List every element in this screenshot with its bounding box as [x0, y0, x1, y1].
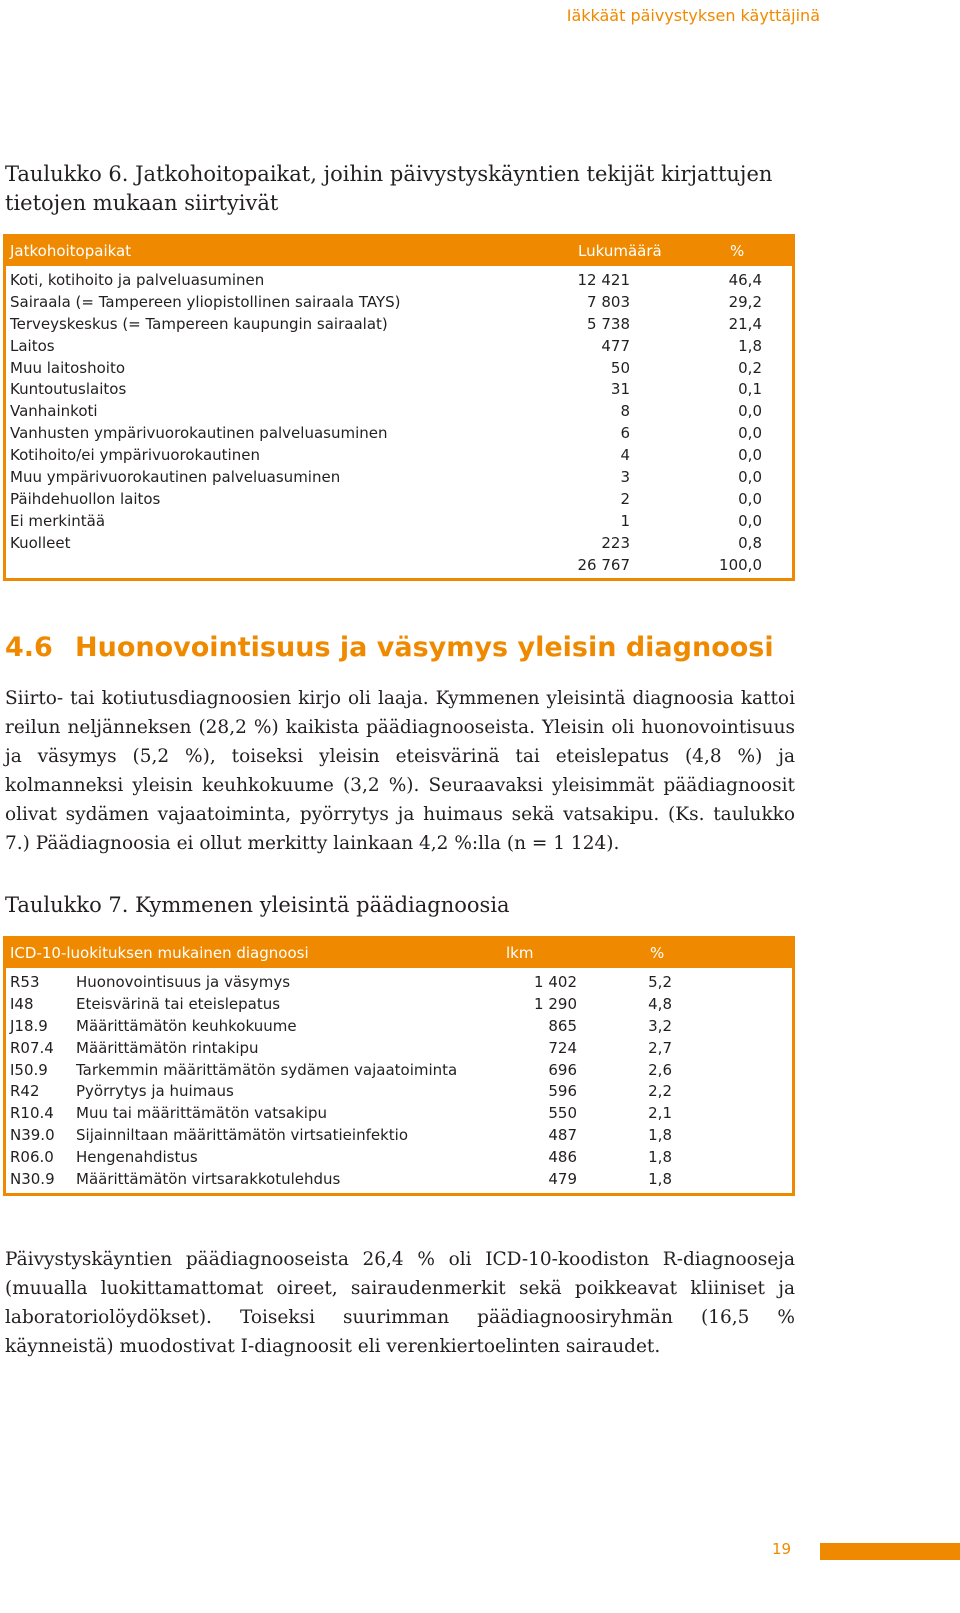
table6-pct: 100,0	[719, 555, 762, 574]
table7-count: 487	[548, 1126, 577, 1145]
table7-row	[6, 1016, 792, 1038]
table6-pct: 29,2	[728, 292, 762, 311]
table7-count: 550	[548, 1104, 577, 1123]
table6-count: 12 421	[577, 271, 630, 289]
table6-row	[6, 467, 792, 489]
table6-col-count: Lukumäärä	[578, 242, 662, 260]
table6-place: Vanhusten ympärivuorokautinen palveluasuminen	[10, 424, 388, 443]
running-header: Iäkkäät päivystyksen käyttäjinä	[566, 6, 820, 25]
table7-col-diagnosis: ICD-10-luokituksen mukainen diagnoosi	[10, 944, 309, 962]
table7-row	[6, 1060, 792, 1082]
table6-row	[6, 533, 792, 555]
table6-row	[6, 314, 792, 336]
table6-pct: 0,0	[738, 402, 762, 421]
table7-count: 696	[548, 1060, 577, 1079]
table6-place: Sairaala (= Tampereen yliopistollinen sairaala TAYS)	[10, 292, 401, 311]
table7-row	[6, 1147, 792, 1169]
table6-pct: 21,4	[728, 314, 762, 333]
table7-code: R07.4	[10, 1038, 54, 1057]
section-paragraph: Siirto- tai kotiutusdiagnoosien kirjo oli laaja. Kymmenen yleisintä diagnoosia kattoi reilun neljänneksen (28,2 %) kaikista päädiagnooseista. Yleisin oli huonovointisuus ja väsymys (5,2 %), toiseksi yleisin eteisvärinä tai eteislepatus (4,8 %) ja kolmanneksi yleisin keuhkokuume (3,2 %). Seuraavaksi yleisimmät päädiagnoosit olivat sydämen vajaatoiminta, pyörrytys ja huimaus sekä vatsakipu. (Ks. taulukko 7.) Päädiagnoosia ei ollut merkitty lainkaan 4,2 %:lla (n = 1 124).	[5, 688, 795, 854]
table7-code: R06.0	[10, 1148, 54, 1167]
table6-pct: 0,0	[738, 511, 762, 530]
table6-row	[6, 423, 792, 445]
table7-row	[6, 1169, 792, 1191]
table7-code: R10.4	[10, 1104, 54, 1123]
table7-name: Tarkemmin määrittämätön sydämen vajaatoiminta	[76, 1060, 458, 1079]
table6-row	[6, 401, 792, 423]
table6-count: 223	[601, 533, 630, 552]
table6-count: 477	[601, 336, 630, 355]
table7-name: Muu tai määrittämätön vatsakipu	[76, 1104, 327, 1123]
table7-code: R42	[10, 1082, 40, 1101]
table6-body	[6, 266, 792, 578]
table6-place: Muu laitoshoito	[10, 358, 126, 377]
table7-header	[6, 939, 792, 968]
table6-count: 8	[620, 402, 630, 421]
table7-row	[6, 1038, 792, 1060]
table6-pct: 0,0	[738, 468, 762, 487]
table7-count: 1 290	[534, 994, 577, 1013]
table6-row	[6, 511, 792, 533]
table7-row	[6, 1125, 792, 1147]
table7-pct: 2,2	[648, 1082, 672, 1101]
table6-count: 50	[610, 358, 630, 377]
table7-col-pct: %	[650, 944, 665, 962]
table7-body	[6, 968, 792, 1193]
table6-place: Vanhainkoti	[10, 402, 98, 421]
table7-col-count: lkm	[506, 944, 534, 962]
table7-row	[6, 1081, 792, 1103]
table6-pct: 0,0	[738, 446, 762, 465]
table7-pct: 1,8	[648, 1148, 672, 1167]
table6-pct: 0,2	[738, 358, 762, 377]
table6-row	[6, 489, 792, 511]
table7-count: 724	[548, 1038, 577, 1057]
table7-name: Määrittämätön keuhkokuume	[76, 1016, 297, 1035]
table6-place: Päihdehuollon laitos	[10, 489, 161, 508]
table7-pct: 1,8	[648, 1126, 672, 1145]
table7-pct: 4,8	[648, 994, 672, 1013]
table7-row	[6, 972, 792, 994]
table6-count: 4	[620, 446, 630, 465]
table7-code: N39.0	[10, 1126, 55, 1145]
table7-count: 865	[548, 1016, 577, 1035]
table7-caption: Taulukko 7. Kymmenen yleisintä päädiagnoosia	[5, 893, 510, 917]
table6-count: 5 738	[587, 314, 630, 333]
table7	[3, 936, 795, 1196]
table6-pct: 46,4	[728, 271, 762, 289]
closing-paragraph: Päivystyskäyntien päädiagnooseista 26,4 % oli ICD-10-koodiston R-diagnooseja (muualla luokittamattomat oireet, sairaudenmerkit sekä poikkeavat kliiniset ja laboratoriolöydökset). Toiseksi suurimman päädiagnoosiryhmän (16,5 % käynneistä) muodostivat I-diagnoosit eli verenkiertoelinten sairaudet.	[5, 1249, 795, 1357]
page-number: 19	[772, 1540, 792, 1558]
table6-place: Kuolleet	[10, 533, 71, 552]
section-number: 4.6	[5, 632, 53, 663]
table6-count: 7 803	[587, 292, 630, 311]
table7-code: I48	[10, 994, 34, 1013]
table6-row	[6, 555, 792, 577]
table7-pct: 2,1	[648, 1104, 672, 1123]
table6-count: 3	[620, 468, 630, 487]
table7-pct: 3,2	[648, 1016, 672, 1035]
table6-row	[6, 379, 792, 401]
table7-code: N30.9	[10, 1170, 55, 1189]
table6-header	[6, 237, 792, 266]
table6-pct: 1,8	[738, 336, 762, 355]
table7-pct: 5,2	[648, 973, 672, 991]
table6-row	[6, 358, 792, 380]
table7-name: Määrittämätön virtsarakkotulehdus	[76, 1170, 341, 1189]
table6-pct: 0,0	[738, 424, 762, 443]
table7-code: I50.9	[10, 1060, 48, 1079]
table7-pct: 2,6	[648, 1060, 672, 1079]
table6-col-place: Jatkohoitopaikat	[10, 242, 132, 260]
table7-name: Hengenahdistus	[76, 1148, 198, 1167]
table7-name: Pyörrytys ja huimaus	[76, 1082, 234, 1101]
table6-place: Ei merkintää	[10, 511, 106, 530]
table6-place: Koti, kotihoito ja palveluasuminen	[10, 271, 265, 289]
table6-row	[6, 445, 792, 467]
table7-count: 596	[548, 1082, 577, 1101]
table6-place: Kotihoito/ei ympärivuorokautinen	[10, 446, 260, 465]
table7-row	[6, 1103, 792, 1125]
table6-place: Terveyskeskus (= Tampereen kaupungin sairaalat)	[10, 314, 388, 333]
table6-count: 26 767	[577, 555, 630, 574]
table6-place: Kuntoutuslaitos	[10, 380, 127, 399]
table7-row	[6, 994, 792, 1016]
table7-pct: 2,7	[648, 1038, 672, 1057]
table6-pct: 0,1	[738, 380, 762, 399]
table7-count: 486	[548, 1148, 577, 1167]
table6-count: 1	[620, 511, 630, 530]
page-accent-bar	[820, 1543, 960, 1560]
table6-pct: 0,8	[738, 533, 762, 552]
table6-count: 31	[610, 380, 630, 399]
table6-row	[6, 336, 792, 358]
section-heading	[5, 632, 774, 663]
table6-place: Muu ympärivuorokautinen palveluasuminen	[10, 468, 341, 487]
table7-code: R53	[10, 973, 40, 991]
table6-col-pct: %	[730, 242, 745, 260]
table6-row	[6, 270, 792, 292]
table7-count: 1 402	[534, 973, 577, 991]
table7-name: Eteisvärinä tai eteislepatus	[76, 994, 281, 1013]
table7-count: 479	[548, 1170, 577, 1189]
table6	[3, 234, 795, 581]
table6-count: 2	[620, 489, 630, 508]
table6-place: Laitos	[10, 336, 55, 355]
table6-pct: 0,0	[738, 489, 762, 508]
table7-name: Määrittämätön rintakipu	[76, 1038, 259, 1057]
table7-pct: 1,8	[648, 1170, 672, 1189]
table6-row	[6, 292, 792, 314]
table7-code: J18.9	[10, 1016, 48, 1035]
table6-count: 6	[620, 424, 630, 443]
table7-name: Huonovointisuus ja väsymys	[76, 973, 291, 991]
section-title: Huonovointisuus ja väsymys yleisin diagnoosi	[75, 632, 774, 663]
table6-caption: Taulukko 6. Jatkohoitopaikat, joihin päivystyskäyntien tekijät kirjattujen tietojen mukaan siirtyivät	[5, 162, 773, 215]
table7-name: Sijainniltaan määrittämätön virtsatieinfektio	[76, 1126, 408, 1145]
